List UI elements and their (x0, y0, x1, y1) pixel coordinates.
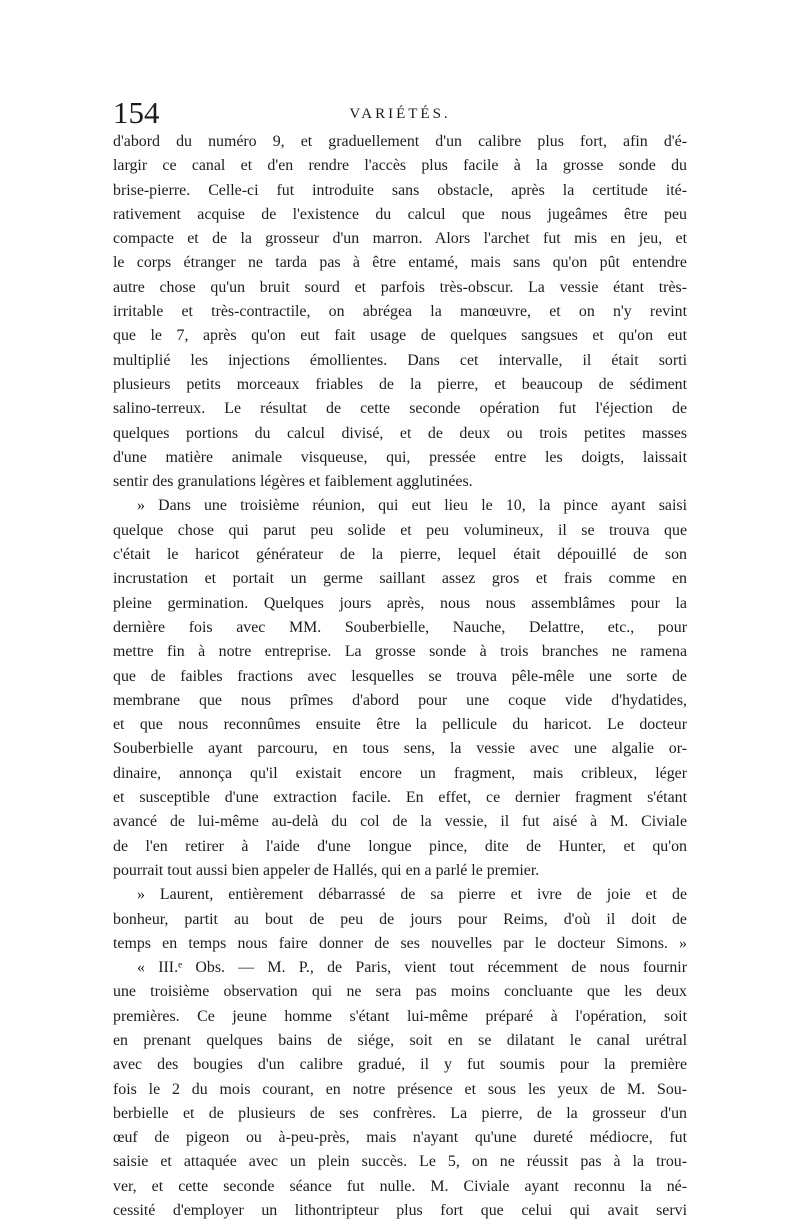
text-line: quelque chose qui parut peu solide et peu volumineux, il se trouva que (113, 521, 687, 539)
text-line: membrane que nous prîmes d'abord pour une coque vide d'hydatides, (113, 691, 687, 709)
text-line: premières. Ce jeune homme s'étant lui-même préparé à l'opération, soit (113, 1007, 687, 1025)
text-line: Souberbielle ayant parcouru, en tous sens, la vessie avec une algalie or- (113, 740, 687, 758)
text-line: pourrait tout aussi bien appeler de Hallés, qui en a parlé le premier. (113, 861, 540, 879)
text-line: autre chose qu'un bruit sourd et parfois très-obscur. La vessie étant très- (113, 278, 687, 296)
text-line: pleine germination. Quelques jours après, nous nous assemblâmes pour la (113, 594, 687, 612)
text-line: cessité d'employer un lithontripteur plus fort que celui qui avait servi (113, 1202, 687, 1220)
text-line: sentir des granulations légères et faiblement agglutinées. (113, 473, 473, 491)
text-line: de l'en retirer à l'aide d'une longue pince, dite de Hunter, et qu'on (113, 837, 687, 855)
page-number: 154 (113, 95, 160, 130)
text-line: brise-pierre. Celle-ci fut introduite sans obstacle, après la certitude ité- (113, 181, 687, 199)
text-line: dernière fois avec MM. Souberbielle, Nauche, Delattre, etc., pour (113, 618, 687, 636)
body-text (113, 130, 687, 1223)
text-line: avec des bougies d'un calibre gradué, il y fut soumis pour la première (113, 1056, 687, 1074)
text-line: rativement acquise de l'existence du calcul que nous jugeâmes être peu (113, 205, 687, 223)
text-line: fois le 2 du mois courant, en notre présence et sous les yeux de M. Sou- (113, 1080, 687, 1098)
text-line: compacte et de la grosseur d'un marron. Alors l'archet fut mis en jeu, et (113, 230, 687, 248)
text-line: temps en temps nous faire donner de ses nouvelles par le docteur Simons. » (113, 934, 687, 952)
text-line: largir ce canal et d'en rendre l'accès plus facile à la grosse sonde du (113, 157, 687, 175)
text-line: multiplié les injections émollientes. Dans cet intervalle, il était sorti (113, 351, 687, 369)
text-line: » Laurent, entièrement débarrassé de sa pierre et ivre de joie et de (137, 886, 687, 904)
text-line: » Dans une troisième réunion, qui eut lieu le 10, la pince ayant saisi (137, 497, 687, 515)
page-header (113, 96, 687, 130)
text-line: en prenant quelques bains de siége, soit en se dilatant le canal urétral (113, 1031, 687, 1049)
text-line: et que nous reconnûmes ensuite être la pellicule du haricot. Le docteur (113, 716, 687, 734)
text-line: plusieurs petits morceaux friables de la pierre, et beaucoup de sédiment (113, 375, 687, 393)
text-line: saisie et attaquée avec un plein succès. Le 5, on ne réussit pas à la trou- (113, 1153, 687, 1171)
text-line: et susceptible d'une extraction facile. En effet, ce dernier fragment s'étant (113, 789, 687, 807)
text-line: le corps étranger ne tarda pas à être entamé, mais sans qu'on pût entendre (113, 254, 687, 272)
text-line: dinaire, annonça qu'il existait encore un fragment, mais cribleux, léger (113, 764, 687, 782)
text-line: que de faibles fractions avec lesquelles se trouva pêle-mêle une sorte de (113, 667, 687, 685)
text-line: d'une matière animale visqueuse, qui, pressée entre les doigts, laissait (113, 448, 687, 466)
text-line: incrustation et portait un germe saillant assez gros et frais comme en (113, 570, 687, 588)
text-line: c'était le haricot générateur de la pierre, lequel était dépouillé de son (113, 546, 687, 564)
text-line: irritable et très-contractile, on abrégea la manœuvre, et on n'y revint (113, 303, 687, 321)
running-head: VARIÉTÉS. (349, 106, 451, 122)
text-line: bonheur, partit au bout de peu de jours pour Reims, d'où il doit de (113, 910, 687, 928)
text-line: mettre fin à notre entreprise. La grosse sonde à trois branches ne ramena (113, 643, 687, 661)
text-line: que le 7, après qu'on eut fait usage de quelques sangsues et qu'on eut (113, 327, 687, 345)
text-line: une troisième observation qui ne sera pas moins concluante que les deux (113, 983, 687, 1001)
text-line: avancé de lui-même au-delà du col de la vessie, il fut aisé à M. Civiale (113, 813, 687, 831)
text-line: « III.ᵉ Obs. — M. P., de Paris, vient tout récemment de nous fournir (137, 959, 687, 977)
text-line: ver, et cette seconde séance fut nulle. M. Civiale ayant reconnu la né- (113, 1177, 687, 1195)
text-line: quelques portions du calcul divisé, et de deux ou trois petites masses (113, 424, 687, 442)
text-line: œuf de pigeon ou à-peu-près, mais n'ayant qu'une dureté médiocre, fut (113, 1129, 687, 1147)
text-line: salino-terreux. Le résultat de cette seconde opération fut l'éjection de (113, 400, 687, 418)
text-line: berbielle et de plusieurs de ses confrères. La pierre, de la grosseur d'un (113, 1104, 687, 1122)
text-line: d'abord du numéro 9, et graduellement d'un calibre plus fort, afin d'é- (113, 133, 687, 150)
